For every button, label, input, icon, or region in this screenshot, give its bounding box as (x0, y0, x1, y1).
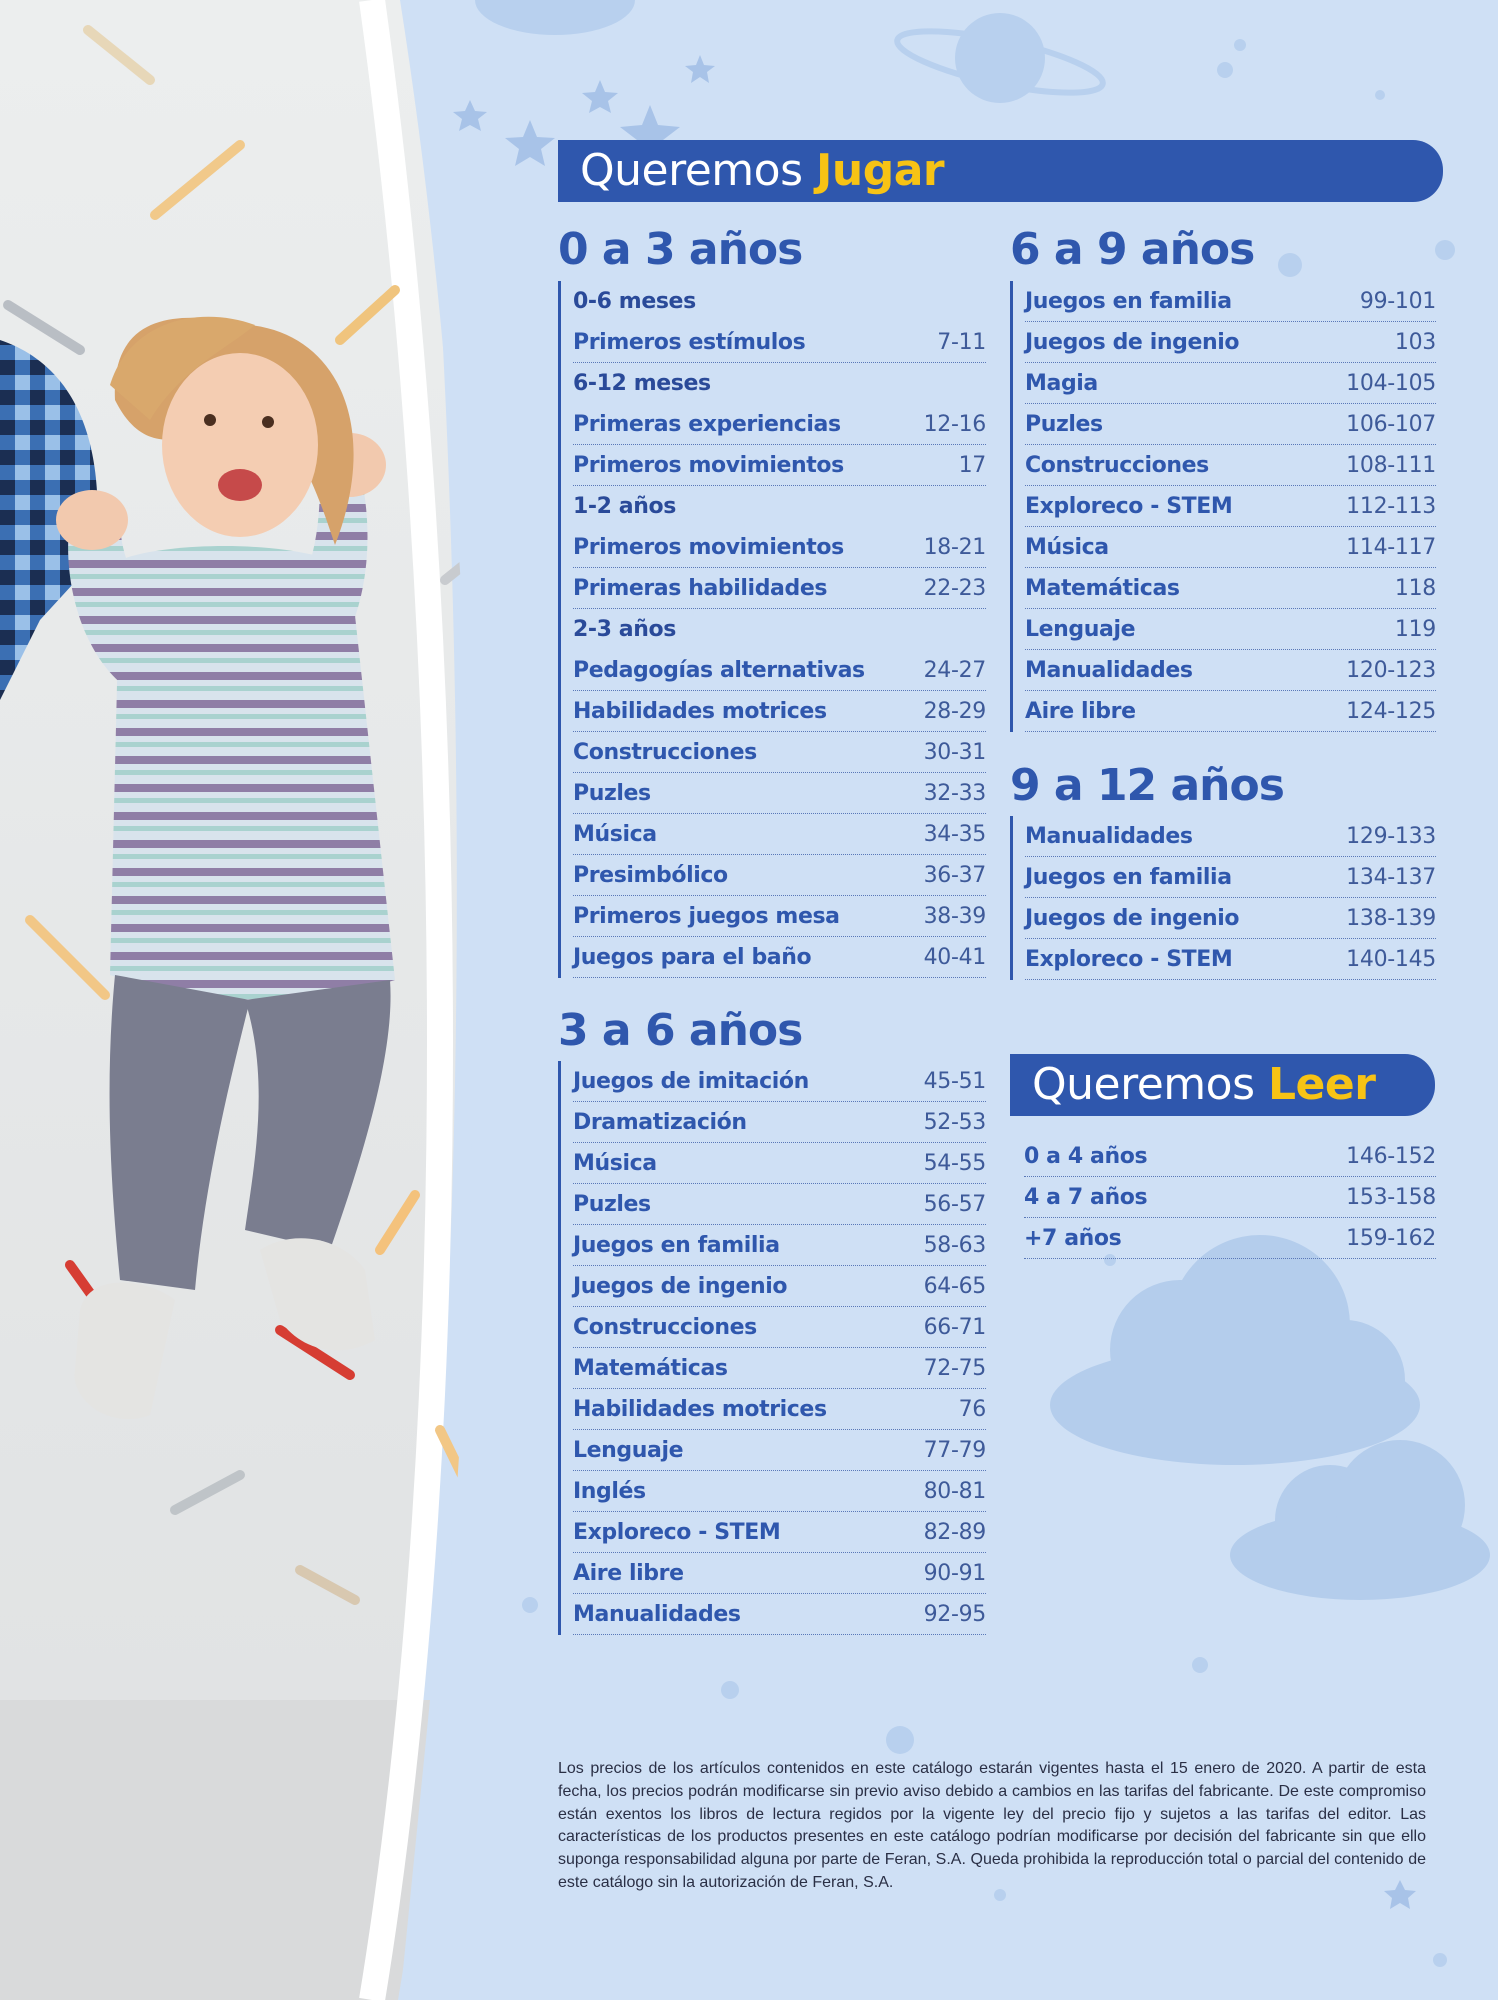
index-entry[interactable] (573, 1102, 986, 1143)
index-entry[interactable] (1025, 486, 1436, 527)
index-entry[interactable] (573, 1348, 986, 1389)
index-entry-pages: 106-107 (1346, 411, 1436, 437)
index-entry-label: Construcciones (573, 1314, 757, 1340)
index-entry[interactable] (1025, 404, 1436, 445)
index-entry[interactable] (1024, 1177, 1436, 1218)
index-entry-label: 6-12 meses (573, 371, 711, 396)
index-entry-pages: 45-51 (923, 1068, 986, 1094)
index-entry[interactable] (573, 1225, 986, 1266)
index-entry-pages: 54-55 (923, 1150, 986, 1176)
index-entry[interactable] (1024, 1218, 1436, 1259)
index-entry-pages: 159-162 (1346, 1225, 1436, 1251)
index-entry-pages: 140-145 (1346, 946, 1436, 972)
index-entry-pages: 12-16 (923, 411, 986, 437)
index-entry[interactable] (1025, 322, 1436, 363)
index-entry-label: 0 a 4 años (1024, 1143, 1148, 1169)
index-entry-pages: 38-39 (923, 903, 986, 929)
index-entry-label: Manualidades (1025, 657, 1193, 683)
index-entry-label: Primeros juegos mesa (573, 903, 840, 929)
index-entry-label: Juegos de imitación (573, 1068, 809, 1094)
index-entry-label: Matemáticas (573, 1355, 728, 1381)
index-entry-pages: 114-117 (1346, 534, 1436, 560)
index-entry[interactable] (1025, 650, 1436, 691)
index-entry-label: Aire libre (573, 1560, 684, 1586)
index-entry-label: Primeras experiencias (573, 411, 841, 437)
index-entry[interactable] (1025, 898, 1436, 939)
index-entry-label: +7 años (1024, 1225, 1122, 1251)
index-entry-pages: 153-158 (1346, 1184, 1436, 1210)
index-entry-label: Magia (1025, 370, 1098, 396)
index-entry[interactable] (1025, 939, 1436, 980)
index-entry-label: Matemáticas (1025, 575, 1180, 601)
jugar-banner-prefix: Queremos (580, 145, 803, 196)
index-entry-label: Juegos en familia (573, 1232, 780, 1258)
index-entry-pages: 118 (1394, 575, 1436, 601)
index-entry-pages: 92-95 (923, 1601, 986, 1627)
index-entry-label: Lenguaje (573, 1437, 684, 1463)
index-entry[interactable] (1024, 1136, 1436, 1177)
index-entry-label: 0-6 meses (573, 289, 696, 314)
age-subheading (573, 363, 986, 404)
jugar-banner-accent: Jugar (816, 145, 945, 196)
index-entry-label: Exploreco - STEM (573, 1519, 781, 1545)
index-entry-pages: 80-81 (923, 1478, 986, 1504)
index-entry-pages: 129-133 (1346, 823, 1436, 849)
index-entry-pages: 34-35 (923, 821, 986, 847)
legal-disclaimer: Los precios de los artículos contenidos en este catálogo estarán vigentes hasta el 15 enero de 2020. A partir de esta fecha, los precios podrán modificarse sin previo aviso debido a cambios en las tarifas del fabricante. De este compromiso están exentos los libros de lectura regidos por la vigente ley del precio fijo y sujetos a las tarifas del editor. Las características de los productos presentes en este catálogo podrían modificarse por decisión del fabricante sin que ello suponga responsabilidad alguna por parte de Feran, S.A. Queda prohibida la reproducción total o parcial del contenido de este catálogo sin la autorización de Feran, S.A. (558, 1760, 1426, 1891)
age-subheading (573, 486, 986, 527)
index-entry-label: Presimbólico (573, 862, 728, 888)
index-entry-label: Exploreco - STEM (1025, 946, 1233, 972)
index-entry-label: 4 a 7 años (1024, 1184, 1148, 1210)
index-entry-label: Pedagogías alternativas (573, 657, 865, 683)
index-entry[interactable] (573, 1389, 986, 1430)
index-entry-pages: 112-113 (1346, 493, 1436, 519)
index-entry-pages: 36-37 (923, 862, 986, 888)
index-entry-label: Música (1025, 534, 1109, 560)
index-entry-label: Primeros movimientos (573, 452, 844, 478)
index-entry-label: Juegos para el baño (573, 944, 812, 970)
index-entry-pages: 124-125 (1346, 698, 1436, 724)
leer-banner-accent: Leer (1268, 1059, 1376, 1110)
jugar-banner (558, 140, 1443, 202)
section-title-6-9: 6 a 9 años (1010, 224, 1255, 275)
index-entry[interactable] (573, 1553, 986, 1594)
index-entry-pages: 119 (1394, 616, 1436, 642)
index-entry[interactable] (573, 527, 986, 568)
index-entry-label: Construcciones (1025, 452, 1209, 478)
index-entry-pages: 40-41 (923, 944, 986, 970)
index-entry[interactable] (573, 896, 986, 937)
section-title-0-3: 0 a 3 años (558, 224, 803, 275)
index-entry-pages: 77-79 (923, 1437, 986, 1463)
age-subheading (573, 609, 986, 650)
index-entry[interactable] (1025, 609, 1436, 650)
index-entry-pages: 24-27 (923, 657, 986, 683)
index-entry-label: Juegos de ingenio (1025, 329, 1240, 355)
index-entry-label: Aire libre (1025, 698, 1136, 724)
index-entry-label: Manualidades (1025, 823, 1193, 849)
index-entry-label: Habilidades motrices (573, 1396, 827, 1422)
index-entry-pages: 30-31 (923, 739, 986, 765)
index-entry-pages: 90-91 (923, 1560, 986, 1586)
index-entry-label: Puzles (573, 1191, 651, 1217)
index-entry-pages: 7-11 (937, 329, 986, 355)
index-entry-label: Lenguaje (1025, 616, 1136, 642)
section-title-9-12: 9 a 12 años (1010, 760, 1284, 811)
index-entry[interactable] (573, 773, 986, 814)
index-entry[interactable] (1025, 568, 1436, 609)
section-list-3-6 (558, 1061, 986, 1635)
index-entry[interactable] (573, 322, 986, 363)
index-entry-label: 1-2 años (573, 494, 676, 519)
index-entry[interactable] (573, 650, 986, 691)
index-entry[interactable] (573, 1430, 986, 1471)
section-title-3-6: 3 a 6 años (558, 1005, 803, 1056)
index-entry[interactable] (1025, 281, 1436, 322)
index-entry-pages: 66-71 (923, 1314, 986, 1340)
index-entry[interactable] (1025, 816, 1436, 857)
index-entry-label: Primeras habilidades (573, 575, 828, 601)
index-entry[interactable] (573, 1266, 986, 1307)
index-entry-label: Música (573, 821, 657, 847)
index-entry-pages: 99-101 (1359, 288, 1436, 314)
index-entry-label: Música (573, 1150, 657, 1176)
index-entry-label: Puzles (1025, 411, 1103, 437)
section-list-6-9 (1010, 281, 1436, 732)
index-entry-pages: 32-33 (923, 780, 986, 806)
index-entry[interactable] (1025, 363, 1436, 404)
index-entry-pages: 138-139 (1346, 905, 1436, 931)
index-entry-pages: 146-152 (1346, 1143, 1436, 1169)
index-entry[interactable] (1025, 857, 1436, 898)
index-entry-label: Exploreco - STEM (1025, 493, 1233, 519)
index-entry[interactable] (1025, 691, 1436, 732)
index-entry-pages: 76 (958, 1396, 986, 1422)
index-entry-pages: 52-53 (923, 1109, 986, 1135)
index-entry[interactable] (573, 855, 986, 896)
index-entry-pages: 82-89 (923, 1519, 986, 1545)
index-entry-label: Inglés (573, 1478, 646, 1504)
index-entry-label: Juegos en familia (1025, 864, 1232, 890)
index-entry[interactable] (573, 568, 986, 609)
index-entry-pages: 28-29 (923, 698, 986, 724)
index-entry[interactable] (573, 1061, 986, 1102)
leer-banner (1010, 1054, 1435, 1116)
index-entry-label: Primeros estímulos (573, 329, 806, 355)
index-entry-pages: 72-75 (923, 1355, 986, 1381)
index-entry-pages: 56-57 (923, 1191, 986, 1217)
index-entry[interactable] (573, 1143, 986, 1184)
age-subheading (573, 281, 986, 322)
index-entry-label: 2-3 años (573, 617, 676, 642)
section-list-0-3 (558, 281, 986, 978)
index-entry-label: Puzles (573, 780, 651, 806)
index-entry-label: Manualidades (573, 1601, 741, 1627)
index-entry[interactable] (1025, 527, 1436, 568)
index-entry[interactable] (573, 1307, 986, 1348)
index-entry[interactable] (1025, 445, 1436, 486)
index-entry-pages: 108-111 (1346, 452, 1436, 478)
index-entry-label: Construcciones (573, 739, 757, 765)
index-entry-pages: 64-65 (923, 1273, 986, 1299)
leer-banner-prefix: Queremos (1032, 1059, 1255, 1110)
index-entry-label: Habilidades motrices (573, 698, 827, 724)
index-entry[interactable] (573, 1184, 986, 1225)
index-entry-pages: 58-63 (923, 1232, 986, 1258)
index-entry-label: Juegos en familia (1025, 288, 1232, 314)
index-entry[interactable] (573, 445, 986, 486)
index-entry[interactable] (573, 937, 986, 978)
index-entry[interactable] (573, 1512, 986, 1553)
index-entry-label: Juegos de ingenio (1025, 905, 1240, 931)
index-entry-pages: 134-137 (1346, 864, 1436, 890)
section-list-leer (1010, 1136, 1436, 1259)
index-entry-label: Primeros movimientos (573, 534, 844, 560)
index-entry[interactable] (573, 732, 986, 773)
index-entry-label: Juegos de ingenio (573, 1273, 788, 1299)
index-entry[interactable] (573, 1471, 986, 1512)
index-entry-pages: 120-123 (1346, 657, 1436, 683)
index-entry-pages: 22-23 (923, 575, 986, 601)
index-entry[interactable] (573, 404, 986, 445)
index-entry[interactable] (573, 1594, 986, 1635)
index-entry-pages: 104-105 (1346, 370, 1436, 396)
index-entry[interactable] (573, 691, 986, 732)
index-entry-pages: 103 (1394, 329, 1436, 355)
index-entry-pages: 17 (958, 452, 986, 478)
section-list-9-12 (1010, 816, 1436, 980)
index-entry-pages: 18-21 (923, 534, 986, 560)
index-entry[interactable] (573, 814, 986, 855)
index-entry-label: Dramatización (573, 1109, 747, 1135)
